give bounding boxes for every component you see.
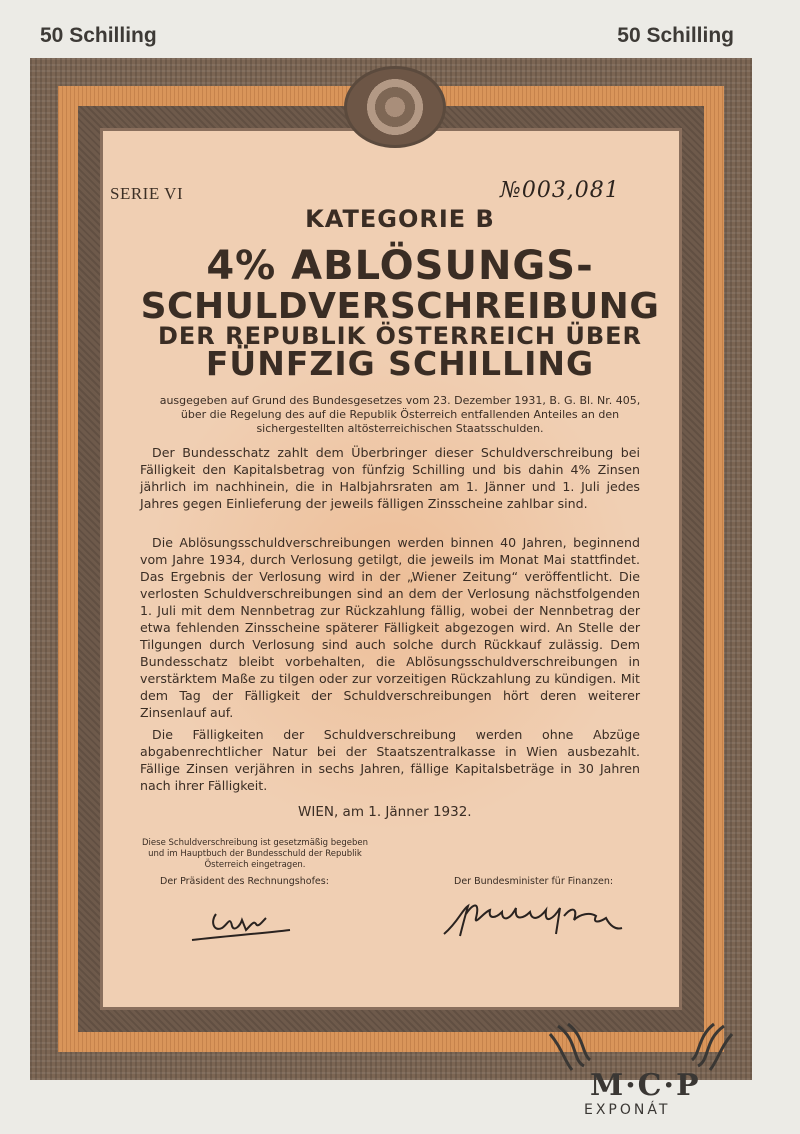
signature-right: [440, 892, 630, 952]
title-line-3: SCHULDVERSCHREIBUNG: [140, 286, 660, 327]
place-date: WIEN, am 1. Jänner 1932.: [298, 804, 472, 820]
corner-value-right: 50 Schilling: [617, 24, 734, 47]
signature-left: [186, 900, 296, 950]
signatory-right-label: Der Bundesminister für Finanzen:: [454, 876, 614, 887]
paragraph-2: Die Ablösungsschuldverschreibungen werden binnen 40 Jahren, beginnend vom Jahre 1934, durch Verlosung getilgt, die jeweils im Monat Mai stattfindet. Das Ergebnis der Verlosung wird in der „Wiener Zeitung“ veröffentlicht. Die verlosten Schuldverschreibungen sind an dem der Verlosung nächstfolgenden 1. Juli mit dem Nennbetrag zur Rückzahlung fällig, wobei der Nennbetrag der etwa fehlenden Zinsscheine späterer Fälligkeit abgezogen wird. An Stelle der Tilgungen durch Verlosung sind auch solche durch Rückkauf zulässig. Dem Bundesschatz bleibt vorbehalten, die Ablösungsschuldverschreibungen in verstärktem Maße zu tilgen oder zur vorzeitigen Rückzahlung zu kündigen. Mit dem Tag der Fälligkeit der Schuldverschreibungen hört deren weiterer Zinsenlauf auf.: [140, 535, 640, 720]
registration-note: Diese Schuldverschreibung ist gesetzmäßig begeben und im Hauptbuch der Bundesschuld der Republik Österreich eingetragen.: [142, 838, 368, 870]
series-label: SERIE VI: [110, 184, 184, 203]
intro-text: ausgegeben auf Grund des Bundesgesetzes vom 23. Dezember 1931, B. G. Bl. Nr. 405, über die Regelung des auf die Republik Österreich entfallenden Anteiles an den sichergestellten altösterreichischen Staatsschulden.: [159, 394, 641, 435]
serial-number: №003,081: [500, 178, 620, 203]
signatory-left-label: Der Präsident des Rechnungshofes:: [160, 876, 329, 887]
mcp-subtitle: EXPONÁT: [584, 1102, 671, 1118]
category-heading: KATEGORIE B: [305, 205, 495, 233]
corner-value-left: 50 Schilling: [40, 24, 157, 47]
paragraph-1: Der Bundesschatz zahlt dem Überbringer dieser Schuldverschreibung bei Fälligkeit den Kapitalsbetrag von fünfzig Schilling und bis dahin 4% Zinsen jährlich im nachhinein, die in Halbjahrsraten am 1. Jänner und 1. Juli jedes Jahres gegen Einlieferung der jeweils fälligen Zinsscheine zahlbar sind.: [140, 445, 640, 511]
title-line-5: FÜNFZIG SCHILLING: [205, 344, 595, 383]
title-line-4: DER REPUBLIK ÖSTERREICH ÜBER: [157, 322, 643, 350]
mcp-logo: M·C·P: [590, 1068, 701, 1103]
title-line-2: 4% ABLÖSUNGS-: [206, 243, 594, 289]
paragraph-3: Die Fälligkeiten der Schuldverschreibung werden ohne Abzüge abgabenrechtlicher Natur bei der Staatszentralkasse in Wien ausbezahlt. Fällige Zinsen verjähren in sechs Jahren, fällige Kapitalsbeträge in 30 Jahren nach ihrer Fälligkeit.: [140, 727, 640, 793]
rosette-ornament: [344, 66, 446, 148]
